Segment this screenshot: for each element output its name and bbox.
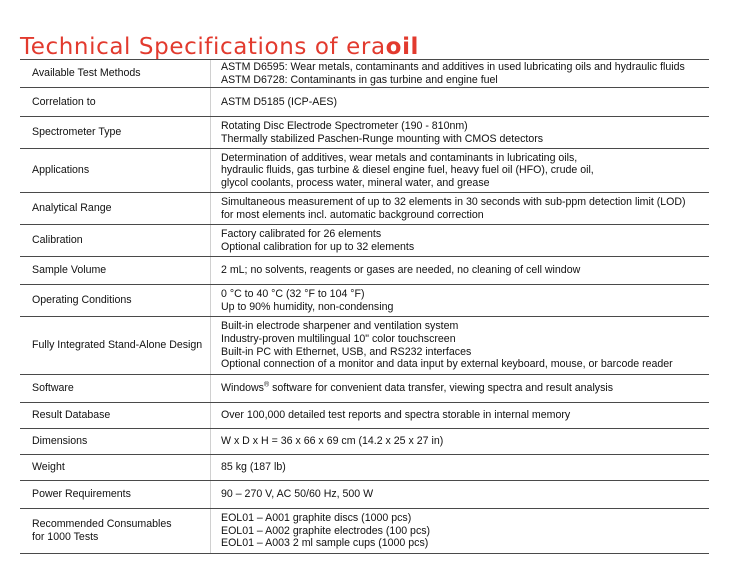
- registered-mark: ®: [263, 381, 270, 389]
- row-value: Simultaneous measurement of up to 32 elements in 30 seconds with sub-ppm detection limit (LOD) for most elements incl. automatic background correction: [221, 195, 686, 221]
- row-label: Power Requirements: [32, 488, 131, 500]
- table-row: [20, 88, 709, 117]
- table-row: [20, 317, 709, 375]
- row-label: Operating Conditions: [32, 294, 132, 306]
- row-label: Dimensions: [32, 435, 88, 447]
- table-row: [20, 509, 709, 554]
- row-label: Applications: [32, 164, 90, 176]
- table-row: [20, 60, 709, 88]
- row-label: Result Database: [32, 409, 111, 421]
- specifications-table: [20, 59, 709, 554]
- row-value: 85 kg (187 lb): [221, 461, 286, 474]
- table-row: [20, 225, 709, 257]
- row-value: 90 – 270 V, AC 50/60 Hz, 500 W: [221, 488, 374, 501]
- table-row: [20, 149, 709, 193]
- table-row: [20, 481, 709, 509]
- table-row: [20, 375, 709, 403]
- table-row: [20, 257, 709, 285]
- row-value: 0 °C to 40 °C (32 °F to 104 °F) Up to 90% humidity, non-condensing: [221, 287, 394, 313]
- row-label: Recommended Consumables for 1000 Tests: [32, 518, 172, 543]
- row-label: Fully Integrated Stand-Alone Design: [32, 339, 203, 351]
- title-brand-suffix: oil: [385, 34, 420, 61]
- row-label: Available Test Methods: [32, 67, 141, 79]
- row-label: Weight: [32, 461, 65, 473]
- row-value: W x D x H = 36 x 66 x 69 cm (14.2 x 25 x 27 in): [221, 435, 444, 448]
- row-label: Spectrometer Type: [32, 126, 122, 138]
- table-row: [20, 403, 709, 429]
- row-value: Factory calibrated for 26 elements Optional calibration for up to 32 elements: [221, 227, 415, 253]
- row-value: Windows® software for convenient data transfer, viewing spectra and result analysis: [221, 381, 614, 395]
- table-row: [20, 429, 709, 455]
- row-value: EOL01 – A001 graphite discs (1000 pcs) EOL01 – A002 graphite electrodes (100 pcs) EOL01 – A003 2 ml sample cups (1000 pcs): [221, 512, 431, 550]
- row-value: Rotating Disc Electrode Spectrometer (190 - 810nm) Thermally stabilized Paschen-Runge mounting with CMOS detectors: [221, 119, 544, 145]
- page-title: [20, 32, 419, 62]
- table-row: [20, 455, 709, 481]
- title-prefix: Technical Specifications of era: [20, 34, 386, 61]
- table-row: [20, 117, 709, 149]
- row-label: Sample Volume: [32, 264, 107, 276]
- row-value: ASTM D6595: Wear metals, contaminants and additives in used lubricating oils and hydraulic fluids ASTM D6728: Contaminants in gas turbine and engine fuel: [221, 60, 685, 86]
- row-label: Calibration: [32, 234, 83, 246]
- row-value: Over 100,000 detailed test reports and spectra storable in internal memory: [221, 409, 571, 422]
- row-label: Analytical Range: [32, 202, 112, 214]
- row-value: 2 mL; no solvents, reagents or gases are needed, no cleaning of cell window: [221, 264, 581, 277]
- row-label: Correlation to: [32, 95, 96, 108]
- row-value: ASTM D5185 (ICP-AES): [221, 95, 337, 108]
- table-row: [20, 285, 709, 317]
- row-label: Software: [32, 382, 74, 394]
- row-value: Built-in electrode sharpener and ventilation system Industry-proven multilingual 10" color touchscreen Built-in PC with Ethernet, USB, and RS232 interfaces Optional connection of a monitor and data input by external keyboard, mouse, or barcode reader: [221, 320, 673, 371]
- row-value: Determination of additives, wear metals and contaminants in lubricating oils, hydraulic fluids, gas turbine & diesel engine fuel, heavy fuel oil (HFO), crude oil, glycol coolants, process water, mineral water, and grease: [221, 151, 594, 189]
- table-row: [20, 193, 709, 225]
